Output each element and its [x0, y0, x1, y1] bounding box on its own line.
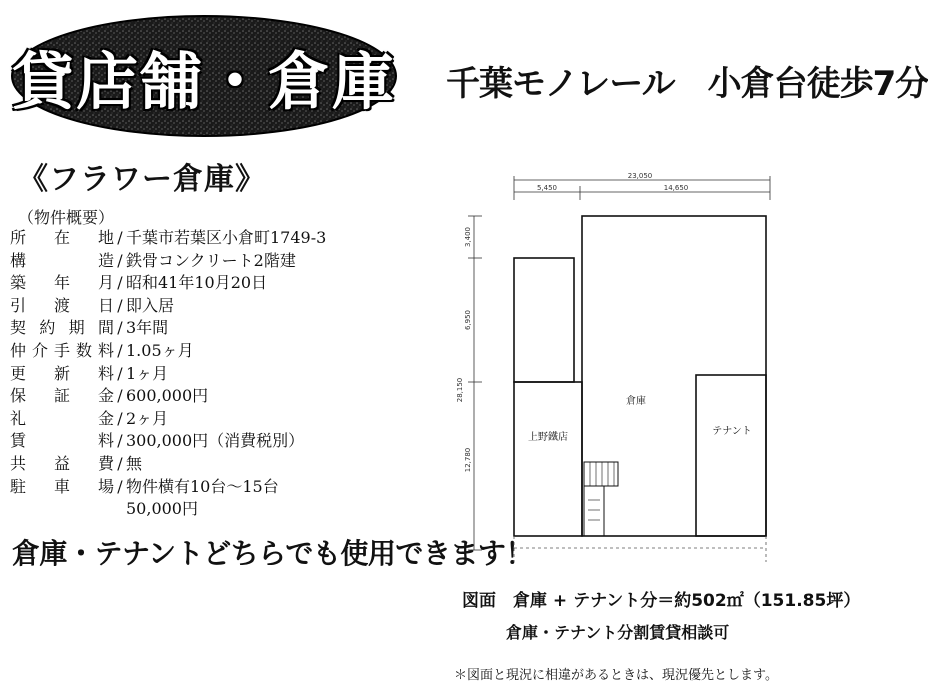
stairs [584, 462, 618, 486]
title-banner [8, 12, 400, 140]
tenant-room [696, 375, 766, 536]
tagline: 倉庫・テナントどちらでも使用できます！ [12, 537, 533, 570]
spec-row-rent: 賃料 / 300,000円（消費税別） [10, 430, 410, 453]
spec-row-parking: 駐車場 / 物件横有10台～15台 [10, 476, 410, 499]
banner-title: 貸店舗・倉庫 [11, 44, 396, 118]
spec-label: 引渡日 [10, 295, 114, 315]
spec-row-handover: 引渡日 / 即入居 [10, 295, 410, 318]
spec-label: 仲介手数料 [10, 340, 114, 360]
spec-row-key-money: 礼金 / 2ヶ月 [10, 408, 410, 431]
overview-heading: （物件概要） [18, 208, 115, 227]
spec-label: 契約期間 [10, 318, 114, 338]
room-label-tenant: テナント [712, 426, 752, 437]
spec-row-deposit: 保証金 / 600,000円 [10, 385, 410, 408]
spec-row-common-fee: 共益費 / 無 [10, 453, 410, 476]
warehouse-outline [582, 216, 766, 536]
dim-top-right: 14,650 [663, 184, 689, 192]
spec-row-built: 築年月 / 昭和41年10月20日 [10, 272, 410, 295]
spec-label: 礼金 [10, 408, 114, 428]
spec-value: 3年間 [126, 318, 169, 338]
spec-value: 昭和41年10月20日 [126, 273, 268, 293]
spec-label: 共益費 [10, 453, 114, 473]
dim-side-total: 28,150 [456, 377, 464, 403]
spec-value: 1ヶ月 [126, 363, 169, 383]
spec-label: 築年月 [10, 273, 114, 293]
spec-value: 物件横有10台～15台 [126, 476, 279, 496]
spec-value: 300,000円（消費税別） [126, 431, 305, 451]
plan-note: 倉庫・テナント分割賃貸相談可 [506, 623, 730, 642]
spec-value: 2ヶ月 [126, 408, 169, 428]
spec-row-address: 所在地 / 千葉市若葉区小倉町1749-3 [10, 227, 410, 250]
stair-landing [584, 486, 604, 536]
annex-upper [514, 258, 574, 382]
spec-value: 600,000円 [126, 386, 209, 406]
dim-side-top: 3,400 [464, 226, 472, 248]
spec-label: 所在地 [10, 228, 114, 247]
spec-row-renewal: 更新料 / 1ヶ月 [10, 363, 410, 386]
spec-row-structure: 構造 / 鉄骨コンクリート2階建 [10, 250, 410, 273]
room-label-shop: 上野鐵店 [528, 432, 568, 443]
plan-caption: 図面 倉庫 + テナント分＝約502㎡（151.85坪） [462, 591, 861, 611]
parking-fee: 50,000円 [126, 499, 198, 519]
access-info: 千葉モノレール 小倉台徒歩7分 [446, 64, 928, 104]
spec-label: 保証金 [10, 386, 114, 406]
dim-side-mid: 6,950 [464, 309, 472, 331]
dim-top-left: 5,450 [536, 184, 558, 192]
spec-value: 千葉市若葉区小倉町1749-3 [126, 228, 327, 247]
spec-value: 鉄骨コンクリート2階建 [126, 250, 296, 270]
spec-row-contract: 契約期間 / 3年間 [10, 317, 410, 340]
floor-plan [440, 170, 780, 582]
spec-value: 即入居 [126, 295, 175, 315]
room-label-warehouse: 倉庫 [626, 396, 646, 407]
spec-label: 賃料 [10, 431, 114, 451]
floor-plan-drawing [440, 170, 780, 578]
spec-value: 1.05ヶ月 [126, 340, 194, 360]
disclaimer: ＊図面と現況に相違があるときは、現況優先とします。 [454, 668, 778, 683]
spec-label: 駐車場 [10, 476, 114, 496]
dim-top-total: 23,050 [627, 172, 653, 180]
spec-row-brokerage: 仲介手数料 / 1.05ヶ月 [10, 340, 410, 363]
spec-value: 無 [126, 453, 143, 473]
dim-side-bottom: 12,780 [464, 447, 472, 473]
spec-label: 更新料 [10, 363, 114, 383]
spec-list [10, 227, 410, 521]
property-name: 《フラワー倉庫》 [18, 162, 266, 197]
shop-room [514, 382, 582, 536]
spec-label: 構造 [10, 250, 114, 270]
